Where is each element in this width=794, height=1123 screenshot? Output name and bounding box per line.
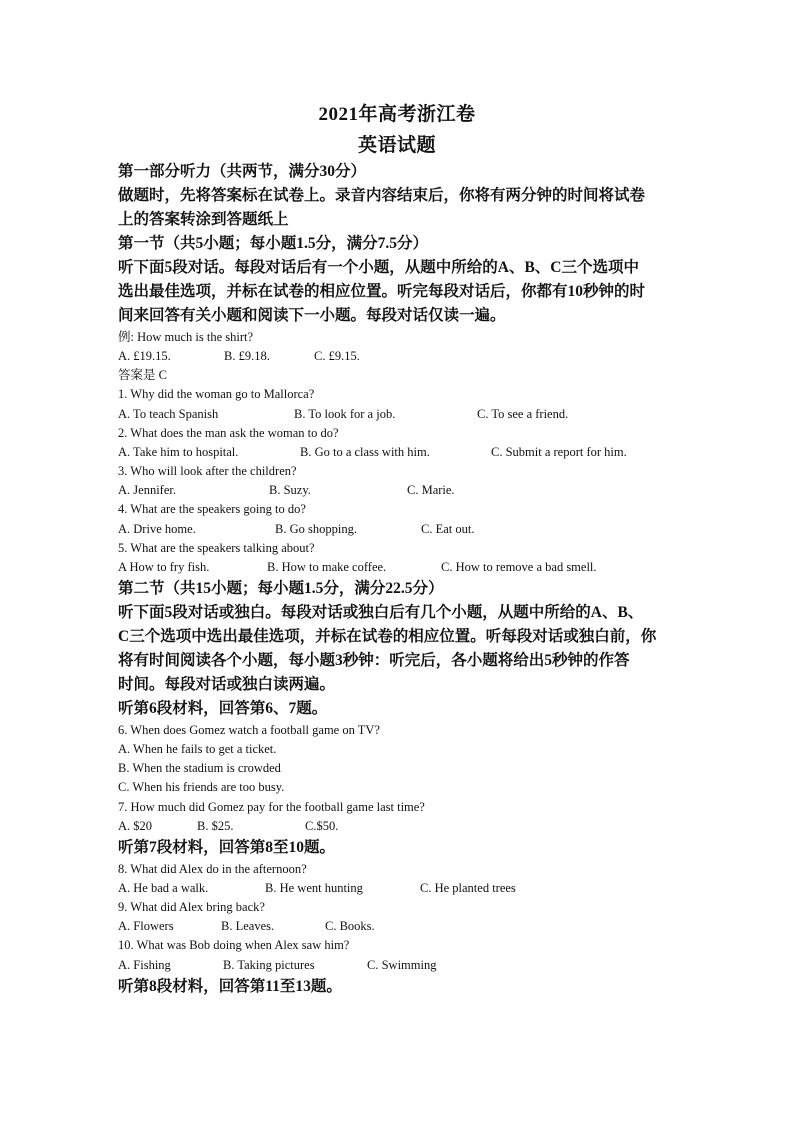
option-c: C. Submit a report for him. (491, 444, 627, 459)
question: 8. What did Alex do in the afternoon? (118, 861, 307, 876)
question: 4. What are the speakers going to do? (118, 502, 306, 517)
material8-heading: 听第8段材料，回答第11至13题。 (118, 977, 342, 995)
option-b: B. Taking pictures (223, 957, 315, 972)
section1-desc-line: 间来回答有关小题和阅读下一小题。每段对话仅读一遍。 (118, 307, 506, 324)
option-b: B. Leaves. (221, 919, 275, 934)
section2-desc-line: 听下面5段对话或独白。每段对话或独白后有几个小题，从题中所给的A、B、 (118, 603, 644, 621)
section2-desc-line: 时间。每段对话或独白读两遍。 (118, 675, 336, 693)
section2-desc-line: C三个选项中选出最佳选项，并标在试卷的相应位置。听每段对话或独白前，你 (118, 627, 657, 645)
option-c: C. Swimming (367, 957, 437, 972)
section1-desc-line: 选出最佳选项，并标在试卷的相应位置。听完每段对话后，你都有10秒钟的时 (118, 283, 646, 300)
option-a: A. Jennifer. (118, 483, 176, 498)
option-a: A. When he fails to get a ticket. (118, 742, 277, 757)
question: 2. What does the man ask the woman to do? (118, 425, 339, 440)
question: 6. When does Gomez watch a football game on TV? (118, 722, 380, 737)
question: 5. What are the speakers talking about? (118, 540, 315, 555)
option-c: C. £9.15. (314, 349, 360, 364)
question-options (118, 956, 678, 975)
section1-heading: 第一节（共5小题；每小题1.5分，满分7.5分） (118, 235, 429, 252)
example-answer: 答案是 C (118, 368, 167, 383)
question: 10. What was Bob doing when Alex saw him? (118, 938, 350, 953)
section2-heading: 第二节（共15小题；每小题1.5分，满分22.5分） (118, 579, 444, 597)
question-options (118, 405, 678, 424)
option-a: A. $20 (118, 818, 153, 833)
option-a: A. Drive home. (118, 521, 196, 536)
option-a: A. To teach Spanish (118, 406, 219, 421)
question: 1. Why did the woman go to Mallorca? (118, 387, 315, 402)
option-b: B. £9.18. (224, 349, 270, 364)
exam-content (118, 160, 678, 999)
option-b: B. When the stadium is crowded (118, 761, 281, 776)
option-c: C. Eat out. (421, 521, 475, 536)
section1-desc-line: 听下面5段对话。每段对话后有一个小题，从题中所给的A、B、C三个选项中 (118, 259, 639, 276)
section2-desc-line: 将有时间阅读各个小题，每小题3秒钟：听完后，各小题将给出5秒钟的作答 (118, 651, 630, 669)
option-b: B. How to make coffee. (267, 559, 387, 574)
option-b: B. To look for a job. (294, 406, 396, 421)
option-a: A. Flowers (118, 919, 174, 934)
option-c: C. He planted trees (420, 881, 516, 896)
question-options (118, 520, 678, 539)
option-c: C. When his friends are too busy. (118, 780, 285, 795)
exam-title: 2021年高考浙江卷 (318, 104, 476, 125)
material6-heading: 听第6段材料，回答第6、7题。 (118, 699, 328, 717)
exam-subtitle: 英语试题 (357, 135, 436, 156)
option-c: C. How to remove a bad smell. (441, 559, 597, 574)
question-options (118, 917, 678, 936)
option-b: B. Go shopping. (275, 521, 357, 536)
option-b: B. He went hunting (265, 881, 363, 896)
option-c: C. Marie. (407, 483, 455, 498)
option-a: A How to fry fish. (118, 559, 210, 574)
option-b: B. Go to a class with him. (300, 444, 430, 459)
option-c: C.$50. (305, 818, 339, 833)
question-options (118, 481, 678, 500)
part1-heading: 第一部分听力（共两节，满分30分） (118, 163, 367, 180)
option-a: A. £19.15. (118, 349, 171, 364)
material7-heading: 听第7段材料，回答第8至10题。 (118, 838, 336, 856)
example-question: 例: How much is the shirt? (118, 330, 254, 344)
option-a: A. Fishing (118, 957, 171, 972)
question-options (118, 443, 678, 462)
option-a: A. He bad a walk. (118, 881, 209, 896)
option-c: C. Books. (325, 919, 375, 934)
question-options (118, 817, 678, 836)
question-options (118, 558, 678, 577)
instruction-line: 上的答案转涂到答题纸上 (118, 211, 289, 228)
example-options (118, 347, 678, 366)
question: 3. Who will look after the children? (118, 464, 297, 479)
option-c: C. To see a friend. (477, 406, 569, 421)
option-b: B. Suzy. (269, 483, 311, 498)
question-options (118, 879, 678, 898)
instruction-line: 做题时，先将答案标在试卷上。录音内容结束后，你将有两分钟的时间将试卷 (118, 187, 646, 204)
question: 9. What did Alex bring back? (118, 900, 265, 915)
option-b: B. $25. (197, 818, 234, 833)
question: 7. How much did Gomez pay for the football game last time? (118, 799, 425, 814)
option-a: A. Take him to hospital. (118, 444, 239, 459)
